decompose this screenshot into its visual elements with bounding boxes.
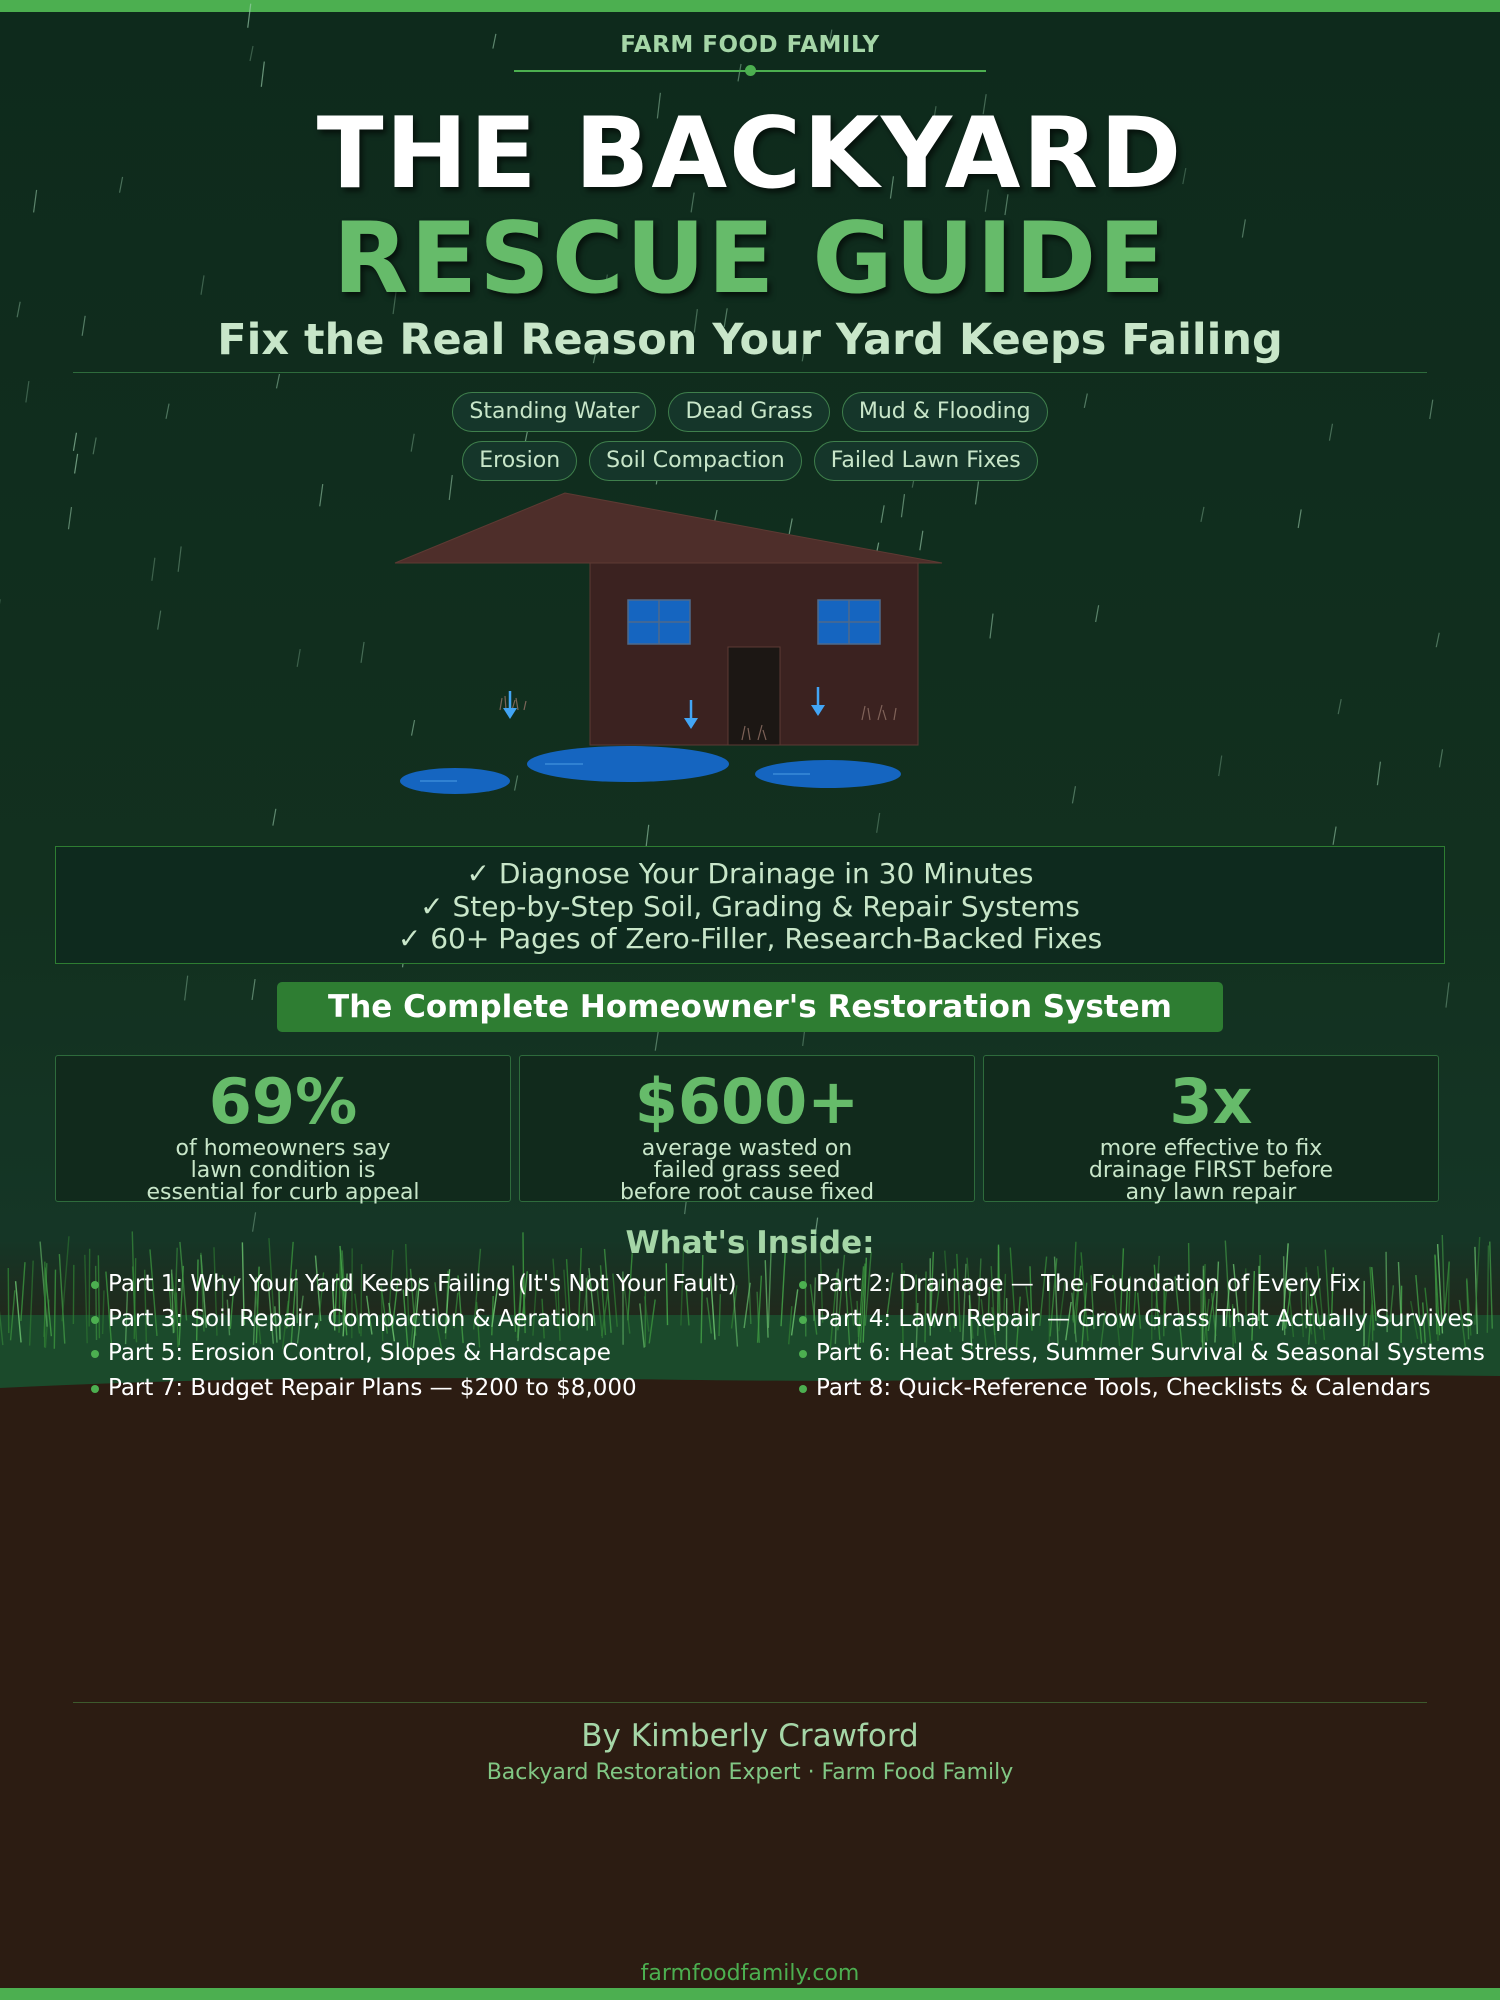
bullet-icon — [799, 1350, 807, 1358]
raindrop — [1338, 699, 1341, 714]
contents-item — [816, 1336, 1485, 1370]
stat-description-line: average wasted on — [641, 1136, 853, 1161]
contents-item — [816, 1302, 1474, 1336]
stat-card — [519, 1055, 975, 1205]
bullet-icon — [91, 1385, 99, 1393]
bullet-icon — [91, 1281, 99, 1289]
contents-item-label: Part 4: Lawn Repair — Grow Grass That Actually Survives — [816, 1306, 1474, 1332]
raindrop — [655, 1031, 658, 1050]
stat-description-line: any lawn repair — [1125, 1180, 1297, 1205]
feature-line: ✓ Diagnose Your Drainage in 30 Minutes — [466, 857, 1034, 890]
stat-description-line: of homeowners say — [175, 1136, 391, 1161]
stat-description-line: failed grass seed — [653, 1158, 841, 1183]
raindrop — [1072, 786, 1075, 803]
raindrop — [185, 976, 188, 1001]
grass-blade — [96, 1266, 97, 1340]
house-roof — [390, 488, 753, 491]
raindrop — [320, 484, 323, 506]
raindrop — [1446, 982, 1449, 1007]
feature-line: ✓ Step-by-Step Soil, Grading & Repair Systems — [420, 890, 1080, 923]
raindrop — [1436, 633, 1439, 647]
whats-inside-title: What's Inside: — [625, 1225, 875, 1261]
problem-tags-row-2 — [0, 441, 1500, 481]
bullet-icon — [799, 1281, 807, 1289]
title-line-1: THE BACKYARD — [316, 97, 1184, 211]
stat-description-line: drainage FIRST before — [1088, 1158, 1334, 1183]
author-credentials: Backyard Restoration Expert · Farm Food Family — [486, 1760, 1014, 1785]
contents-item-label: Part 7: Budget Repair Plans — $200 to $8,000 — [108, 1375, 637, 1401]
problem-tag: Standing Water — [452, 392, 656, 432]
stat-description-line: more effective to fix — [1099, 1136, 1323, 1161]
system-banner: The Complete Homeowner's Restoration System — [277, 982, 1223, 1032]
house-door — [728, 647, 780, 745]
title-line-2: RESCUE GUIDE — [332, 202, 1168, 316]
problem-tag: Dead Grass — [668, 392, 829, 432]
raindrop — [1377, 762, 1380, 785]
contents-item-label: Part 6: Heat Stress, Summer Survival & Seasonal Systems — [816, 1340, 1485, 1366]
raindrop — [252, 979, 255, 1000]
contents-item-label: Part 8: Quick-Reference Tools, Checklists & Calendars — [816, 1375, 1431, 1401]
contents-item-label: Part 1: Why Your Yard Keeps Failing (It's Not Your Fault) — [108, 1271, 737, 1297]
grass-blade — [21, 1262, 25, 1321]
raindrop — [738, 64, 741, 81]
problem-tag: Failed Lawn Fixes — [814, 441, 1038, 481]
contents-item-label: Part 5: Erosion Control, Slopes & Hardscape — [108, 1340, 611, 1366]
raindrop — [273, 809, 276, 826]
raindrop — [361, 642, 364, 663]
problem-tag: Erosion — [462, 441, 577, 481]
feature-line: ✓ 60+ Pages of Zero-Filler, Research-Backed Fixes — [397, 922, 1103, 955]
raindrop — [975, 481, 978, 504]
bullet-icon — [799, 1385, 807, 1393]
raindrop — [1201, 507, 1204, 522]
raindrop — [152, 558, 155, 581]
stat-description-line: lawn condition is — [190, 1158, 376, 1183]
contents-item — [108, 1302, 595, 1336]
contents-item — [108, 1267, 737, 1301]
bullet-icon — [91, 1316, 99, 1324]
raindrop — [990, 614, 993, 639]
stat-description-line: before root cause fixed — [619, 1180, 875, 1205]
stat-description-line: essential for curb appeal — [146, 1180, 420, 1205]
raindrop — [1333, 827, 1336, 845]
bullet-icon — [799, 1316, 807, 1324]
house-flooding-illustration — [390, 488, 950, 798]
raindrop — [68, 507, 71, 529]
raindrop — [1096, 605, 1099, 622]
stat-card — [983, 1055, 1439, 1205]
raindrop — [1219, 756, 1222, 776]
brand-name: FARM FOOD FAMILY — [620, 32, 880, 58]
stat-card — [55, 1055, 511, 1205]
problem-tags-row-1 — [0, 392, 1500, 432]
raindrop — [277, 374, 280, 388]
subtitle: Fix the Real Reason Your Yard Keeps Failing — [217, 315, 1283, 365]
problem-tag: Soil Compaction — [589, 441, 802, 481]
contents-item — [108, 1336, 611, 1370]
author-name: By Kimberly Crawford — [581, 1718, 919, 1754]
raindrop — [1439, 749, 1442, 767]
contents-item — [816, 1371, 1431, 1405]
subtitle-divider — [73, 372, 1427, 373]
stat-value: 69% — [208, 1065, 358, 1138]
raindrop — [248, 4, 251, 28]
contents-item-label: Part 3: Soil Repair, Compaction & Aeration — [108, 1306, 596, 1332]
problem-tag: Mud & Flooding — [842, 392, 1048, 432]
raindrop — [178, 546, 181, 571]
raindrop — [297, 649, 300, 667]
website-url: farmfoodfamily.com — [640, 1961, 860, 1986]
stat-value: $600+ — [634, 1065, 860, 1138]
raindrop — [158, 611, 161, 630]
contents-item — [816, 1267, 1361, 1301]
footer-divider — [73, 1702, 1427, 1703]
raindrop — [877, 813, 880, 833]
raindrop — [261, 62, 264, 87]
bottom-accent-bar — [0, 1988, 1500, 2000]
bullet-icon — [91, 1350, 99, 1358]
contents-item-label: Part 2: Drainage — The Foundation of Every Fix — [816, 1271, 1361, 1297]
stat-value: 3x — [1169, 1065, 1253, 1138]
brand-divider-dot — [745, 65, 756, 76]
raindrop — [1298, 509, 1301, 528]
contents-item — [108, 1371, 637, 1405]
